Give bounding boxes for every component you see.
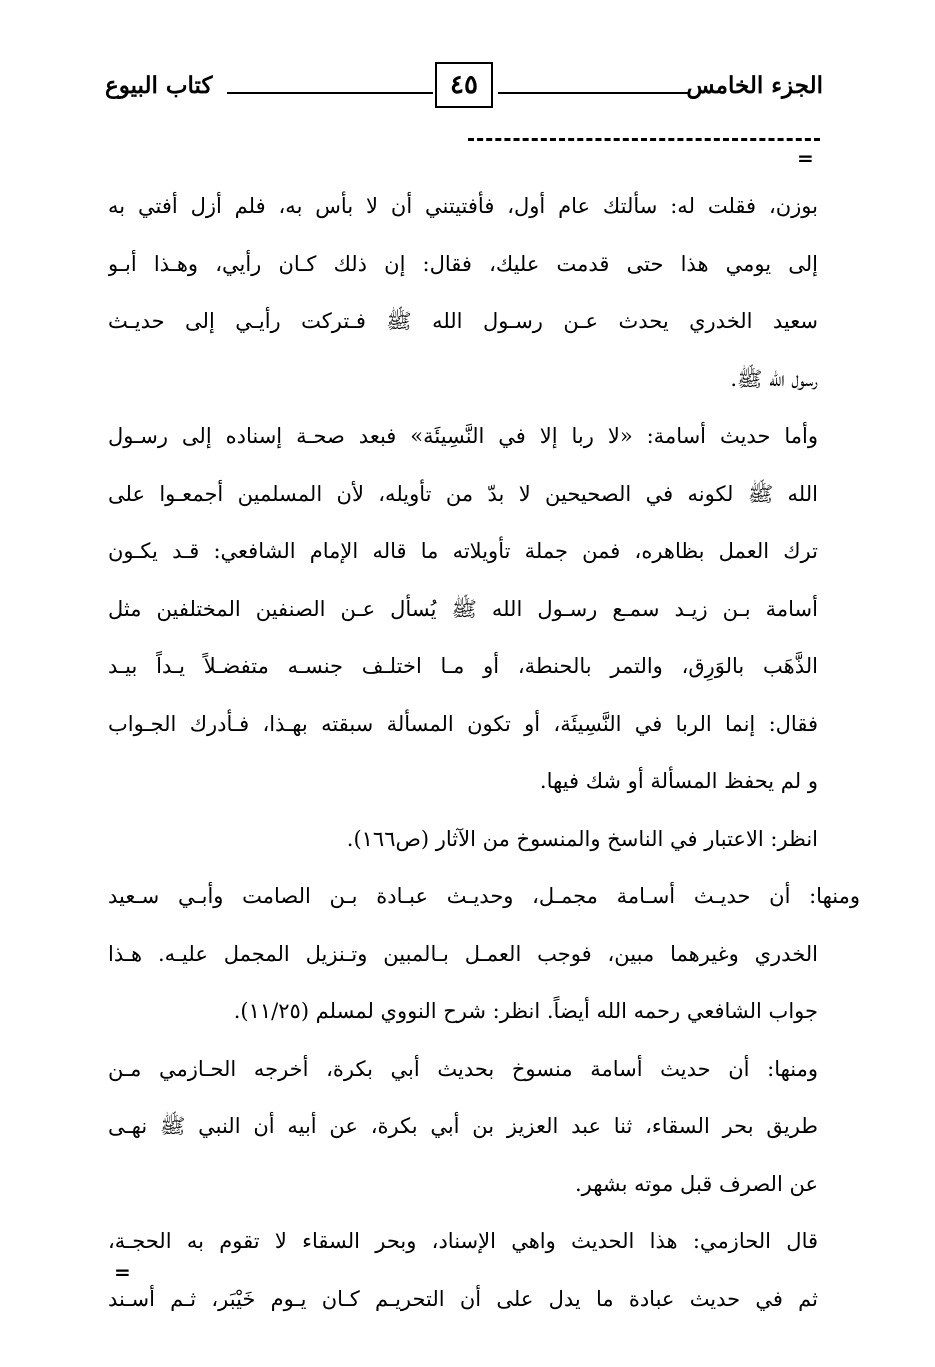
text-line: عن الصرف قبل موته بشهر. <box>574 1171 818 1196</box>
text-line: قال الحازمي: هذا الحديث واهي الإسناد، وبحر السقاء لا تقوم به الحجـة، <box>108 1229 818 1253</box>
text-line: إلى يومي هذا حتى قدمت عليك، فقال: إن ذلك كـان رأيي، وهـذا أبـو <box>108 251 818 276</box>
text-line: ومنها: أن حديث أسامة منسوخ بحديث أبي بكرة، أخرجه الحـازمي مـن <box>108 1056 818 1081</box>
text-line: الله ﷺ لكونه في الصحيحين لا بدّ من تأويله، لأن المسلمين أجمعـوا على <box>108 481 818 506</box>
text-line: و لم يحفظ المسألة أو شك فيها. <box>539 769 818 793</box>
footnote-text <box>108 178 860 1328</box>
continuation-mark-bottom: = <box>114 1260 131 1284</box>
text-line: رسول الله ﷺ. <box>730 366 818 391</box>
text-line: الذَّهَب بالوَرِق، والتمر بالحنطة، أو مـا اختلـف جنسـه متفضـلاً يـداً بيـد <box>108 654 818 678</box>
header-rule-right <box>498 92 688 94</box>
text-line: أسامة بـن زيـد سمـع رسـول الله ﷺ يُسأل عـن الصنفين المختلفين مثل <box>108 596 818 621</box>
book-title: كتاب البيوع <box>105 72 213 99</box>
volume-label: الجزء الخامس <box>686 72 823 99</box>
text-line: الخدري وغيرهما مبين، فوجب العمـل بـالمبين وتـنزيل المجمل عليـه. هـذا <box>108 941 818 966</box>
text-line: وأما حديث أسامة: «لا ربا إلا في النَّسِيئَة» فبعد صحـة إسناده إلى رسـول <box>108 424 818 448</box>
text-line: جواب الشافعي رحمه الله أيضاً. انظر: شرح النووي لمسلم (١١/٢٥). <box>233 999 818 1023</box>
text-line: ترك العمل بظاهره، فمن جملة تأويلاته ما قاله الإمام الشافعي: قـد يكـون <box>108 539 818 563</box>
footnote-separator <box>468 138 820 141</box>
text-line: ثم في حديث عبادة ما يدل على أن التحريـم كـان يـوم خَيْبَر، ثـم أسـند <box>108 1286 818 1311</box>
text-line: فقال: إنما الربا في النَّسِيئَة، أو تكون المسألة سبقته بهـذا، فـأدرك الجـواب <box>108 711 818 736</box>
page-number-box <box>435 62 493 108</box>
text-line: طريق بحر السقاء، ثنا عبد العزيز بن أبي بكرة، عن أبيه أن النبي ﷺ نهـى <box>108 1114 818 1138</box>
page-number: ٤٥ <box>450 70 478 100</box>
header-rule-left <box>227 92 433 94</box>
text-line: ومنها: أن حديـث أسـامة مجمـل، وحديـث عبـادة بـن الصامت وأبـي سـعيد <box>108 884 860 908</box>
running-header <box>105 62 823 114</box>
text-line: بوزن، فقلت له: سألتك عام أول، فأفتيتني أن لا بأس به، فلم أزل أفتي به <box>108 194 818 218</box>
text-line: انظر: الاعتبار في الناسخ والمنسوخ من الآثار (ص١٦٦). <box>346 826 818 851</box>
text-line: سعيد الخدري يحدث عـن رسـول الله ﷺ فـتركت رأيـي إلى حديـث <box>108 309 818 333</box>
continuation-mark-top: = <box>797 146 814 170</box>
